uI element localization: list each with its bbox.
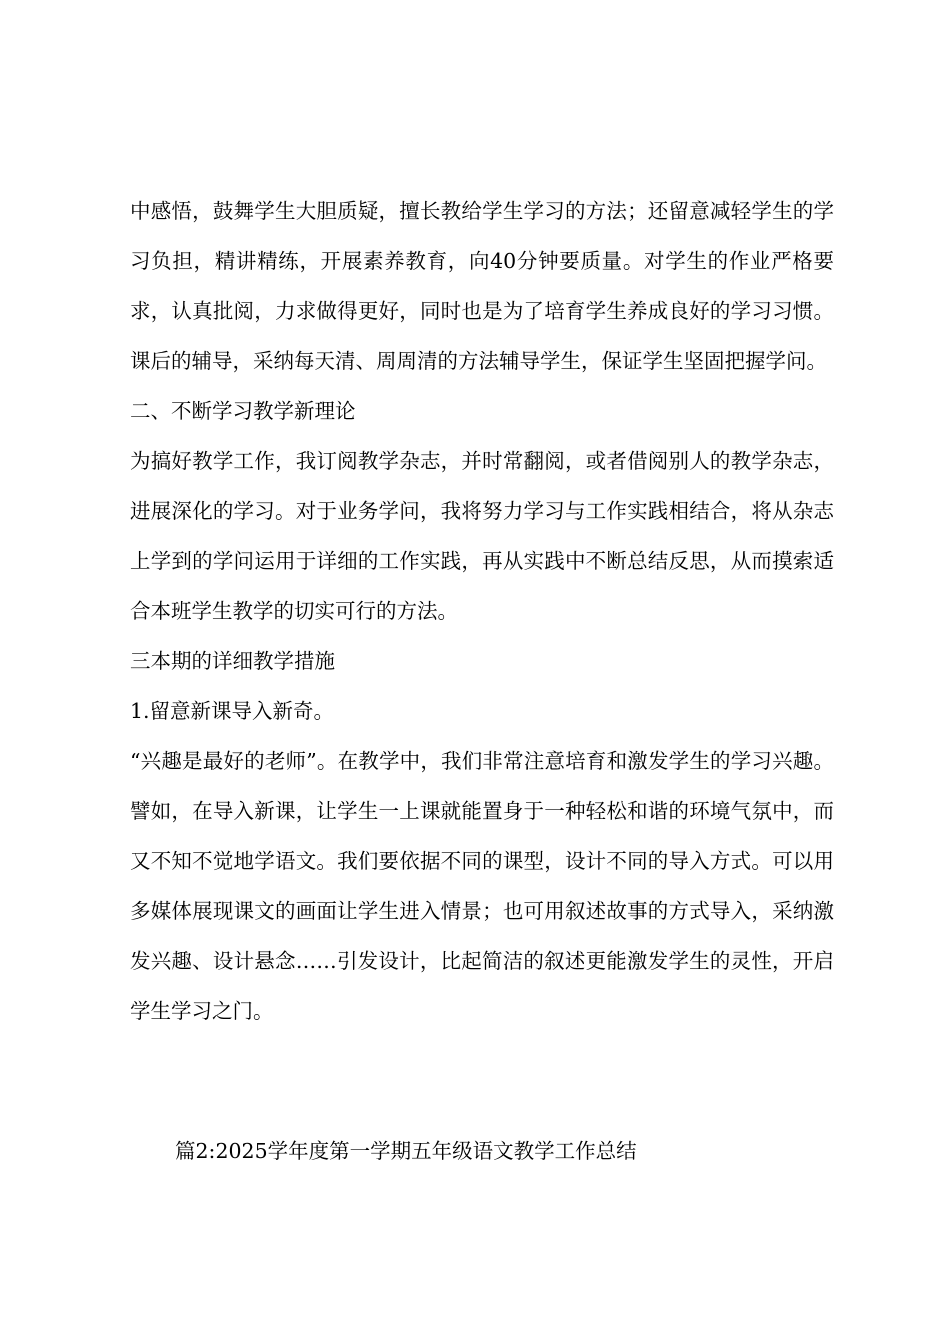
section-heading-2: 二、不断学习教学新理论 <box>130 399 356 423</box>
paragraph-teaching-methods: 中感悟，鼓舞学生大胆质疑，擅长教给学生学习的方法；还留意减轻学生的学习负担，精讲精练，开展素养教育，向40分钟要质量。对学生的作业严格要求，认真批阅，力求做得更好，同时也是为了培育学生养成良好的学习习惯。课后的辅导，采纳每天清、周周清的方法辅导学生，保证学生坚固把握学问。 <box>130 199 834 373</box>
next-article-title: 篇2:2025学年度第一学期五年级语文教学工作总结 <box>175 1139 637 1163</box>
paragraph-interest: “兴趣是最好的老师”。在教学中，我们非常注意培育和激发学生的学习兴趣。譬如，在导入新课，让学生一上课就能置身于一种轻松和谐的环境气氛中，而又不知不觉地学语文。我们要依据不同的课型，设计不同的导入方式。可以用多媒体展现课文的画面让学生进入情景；也可用叙述故事的方式导入，采纳激发兴趣、设计悬念……引发设计，比起简洁的叙述更能激发学生的灵性，开启学生学习之门。 <box>130 749 834 1023</box>
subsection-heading-1: 1.留意新课导入新奇。 <box>130 699 335 723</box>
paragraph-study-theory: 为搞好教学工作，我订阅教学杂志，并时常翻阅，或者借阅别人的教学杂志，进展深化的学习。对于业务学问，我将努力学习与工作实践相结合，将从杂志上学到的学问运用于详细的工作实践，再从实践中不断总结反思，从而摸索适合本班学生教学的切实可行的方法。 <box>130 449 834 623</box>
document-body <box>130 186 834 1036</box>
section-heading-3: 三本期的详细教学措施 <box>130 649 335 673</box>
